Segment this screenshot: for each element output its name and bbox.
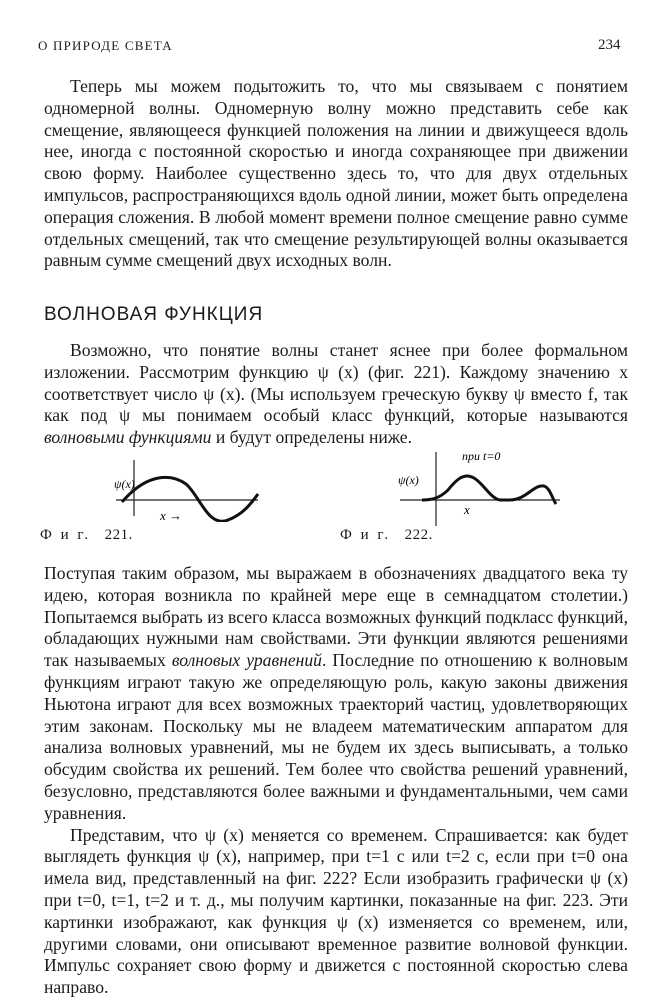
figure-222-pulse-plot [398,448,568,528]
x-axis-label: x [464,502,470,517]
continuation-text [44,563,628,999]
section-heading: ВОЛНОВАЯ ФУНКЦИЯ [44,304,264,325]
y-axis-label: ψ(x) [114,477,135,491]
x-axis-label: x → [160,508,183,522]
figure-caption [340,527,433,544]
running-title: О ПРИРОДЕ СВЕТА [38,38,173,53]
emphasis-text: волновыми функциями [44,427,212,448]
emphasis-text: волновых уравнений [171,650,322,671]
text-run: Возможно, что понятие волны станет яснее при более формальном изложении. Рассмотрим функцию ψ (x) (фиг. 221). Каждому значению x соответствует число ψ (x). (Мы используем греческую букву ψ вместо f, так как под ψ мы понимаем особый класс функций, которые называются [44,340,628,426]
caption-label: Ф и г. [340,527,391,543]
wave-curve [122,477,258,521]
text-run: Поступая таким образом, мы выражаем в обозначениях двадцатого века ту идею, которая возникла по крайней мере еще в семнадцатом столетии.) Попытаемся выбрать из всего класса возможных функций подкласс функций, обладающих нужными нам свойствами. Эти функции являются решениями так называемых [44,563,628,671]
time-annotation: при t=0 [462,449,501,463]
caption-number: 221. [104,527,133,543]
caption-label: Ф и г. [40,527,91,543]
text-run: и будут определены ниже. [211,427,412,448]
paragraph: Теперь мы можем подытожить то, что мы связываем с понятием одномерной волны. Одномерную волну можно представить себе как смещение, являющееся функцией положения на линии и движущееся вдоль нее, иногда с постоянной скоростью и иногда сохраняющее при движении свою форму. Наиболее существенно здесь то, что для двух отдельных импульсов, распространяющихся вдоль одной линии, может быть определена операция сложения. В любой момент времени полное смещение равно сумме отдельных смещений, так что смещение результирующей волны оказывается равным сумме смещений двух исходных волн. [44,76,628,271]
caption-number: 222. [404,527,433,543]
figure-221-wave-plot [108,458,268,522]
figure-caption [40,527,133,544]
paragraph [44,563,628,825]
paragraph [44,340,628,449]
text-run: . Последние по отношению к волновым функциям играют такую же определяющую роль, какую законы движения Ньютона играют для всех возможных траекторий частиц, удовлетворяющих этим законам. Поскольку мы не владеем математическим аппаратом для анализа волновых уравнений, мы не будем их здесь выписывать, а только обсудим свойства их решений. Тем более что свойства решений уравнений, безусловно, представляются более важными и фундаментальными, чем сами уравнения. [44,650,629,823]
page-number: 234 [598,37,621,53]
y-axis-label: ψ(x) [398,473,419,487]
paragraph: Представим, что ψ (x) меняется со временем. Спрашивается: как будет выглядеть функция ψ (x), например, при t=1 с или t=2 с, если при t=0 она имела вид, представленный на фиг. 222? Если изобразить графически ψ (x) при t=0, t=1, t=2 и т. д., мы получим картинки, показанные на фиг. 223. Эти картинки изображают, как функция ψ (x) изменяется со временем, или, другими словами, они описывают временное развитие волновой функции. Импульс сохраняет свою форму и движется с постоянной скоростью слева направо. [44,824,628,998]
section-text [44,340,628,449]
intro-text [44,76,628,272]
